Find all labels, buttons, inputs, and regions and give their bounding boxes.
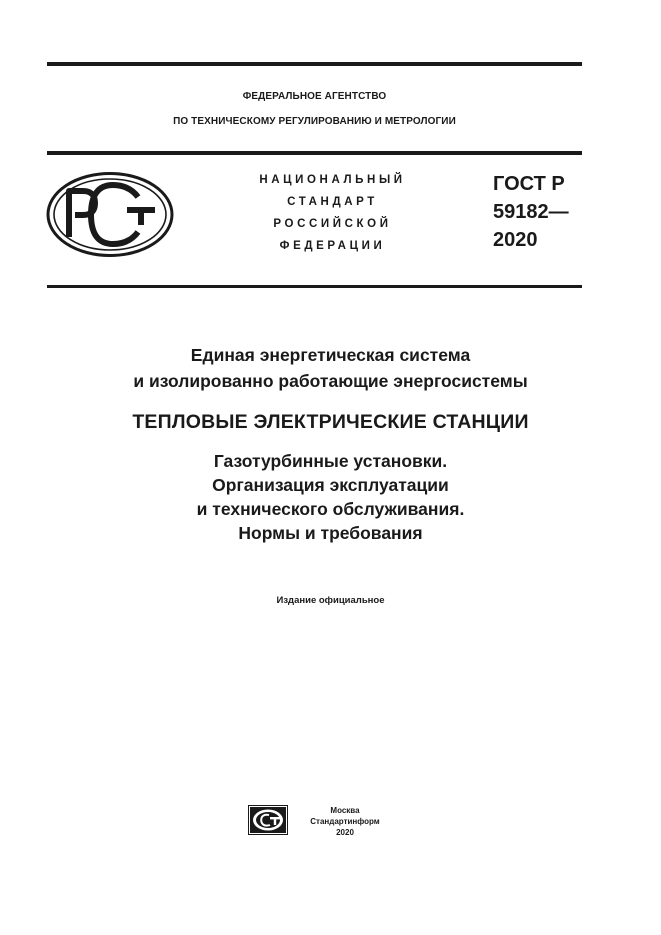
national-standard-label	[240, 169, 425, 257]
imprint-publisher: Стандартинформ	[310, 817, 380, 826]
standard-designation	[493, 170, 569, 254]
subtitle-line: и изолированно работающие энергосистемы	[133, 371, 528, 391]
header-divider	[47, 151, 582, 155]
imprint-city: Москва	[330, 806, 360, 815]
national-standard-line: ФЕДЕРАЦИИ	[279, 240, 386, 252]
standard-divider	[47, 285, 582, 288]
document-subtitle	[0, 342, 661, 394]
agency-line-2: ПО ТЕХНИЧЕСКОМУ РЕГУЛИРОВАНИЮ И МЕТРОЛОГИИ	[173, 116, 456, 127]
rst-emblem-icon	[45, 171, 175, 258]
subject-line: и технического обслуживания.	[196, 499, 465, 519]
top-rule	[47, 62, 582, 66]
national-standard-line: РОССИЙСКОЙ	[273, 218, 392, 230]
edition-note: Издание официальное	[276, 595, 385, 606]
agency-line-1: ФЕДЕРАЛЬНОЕ АГЕНТСТВО	[242, 91, 387, 102]
imprint-year: 2020	[336, 828, 354, 837]
subject-line: Нормы и требования	[238, 523, 423, 543]
designation-line: 59182—	[493, 201, 569, 223]
document-subject	[0, 449, 661, 545]
designation-line: ГОСТ Р	[493, 173, 565, 195]
subject-line: Организация эксплуатации	[212, 475, 449, 495]
document-title: ТЕПЛОВЫЕ ЭЛЕКТРИЧЕСКИЕ СТАНЦИИ	[132, 411, 529, 433]
national-standard-line: СТАНДАРТ	[287, 196, 378, 208]
designation-line: 2020	[493, 229, 538, 251]
standartinform-logo-icon	[248, 805, 288, 835]
subtitle-line: Единая энергетическая система	[190, 345, 471, 365]
publisher-imprint	[300, 805, 390, 838]
national-standard-line: НАЦИОНАЛЬНЫЙ	[259, 174, 406, 186]
subject-line: Газотурбинные установки.	[213, 451, 448, 471]
